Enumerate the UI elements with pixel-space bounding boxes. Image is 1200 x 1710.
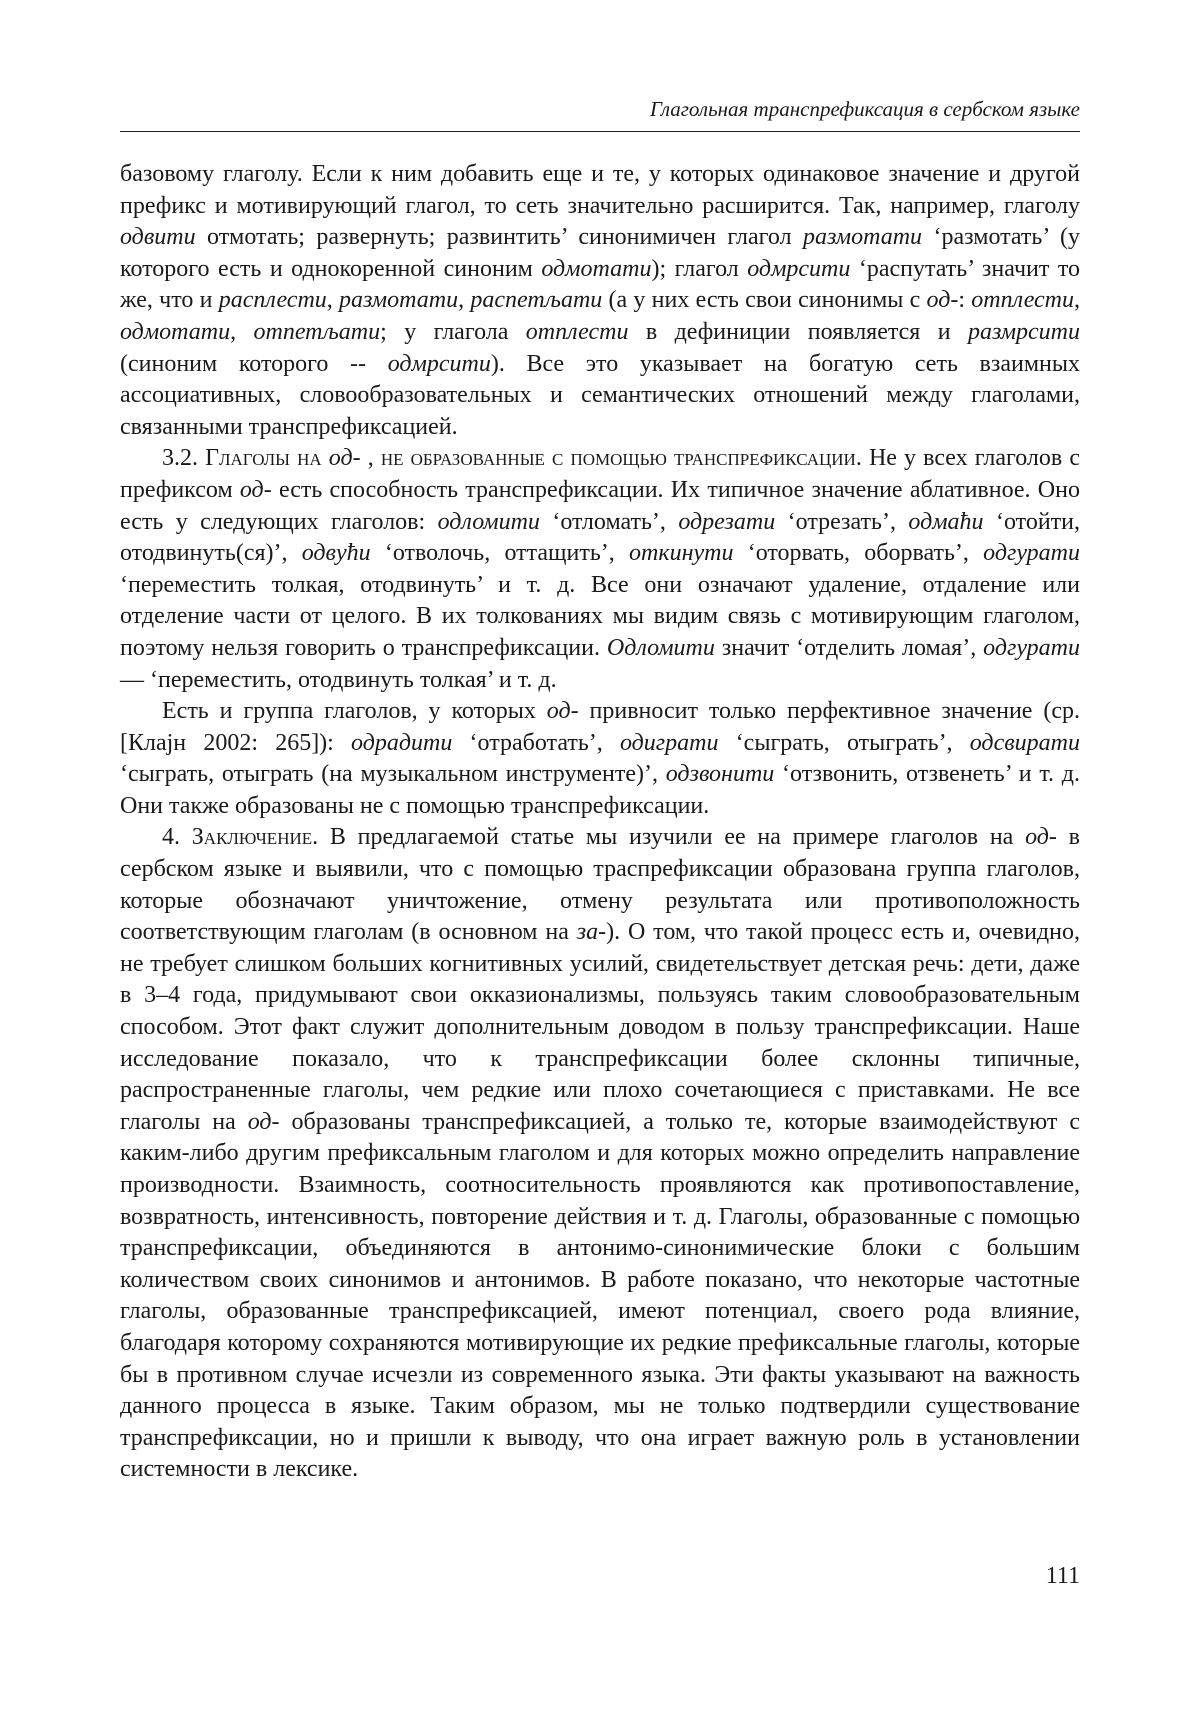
text-run: базовому глаголу. Если к ним добавить еще и те, у которых одинаковое значение и другой префикс и мотивирующий глагол, то сеть значительно расширится. Так, например, глаголу <box>120 161 1080 219</box>
text-run: в сербском языке и выявили, что с помощью траспрефиксации образована группа глаголов, которые обозначают уничтожение, отмену результата или противоположность соответствующим глаголам (в основном на <box>120 824 1080 946</box>
page-number: 111 <box>1045 1563 1080 1589</box>
italic-term: одмотати <box>120 318 231 345</box>
italic-term: размотати <box>339 287 459 314</box>
text-run: ‘сыграть, отыграть’, <box>718 729 970 756</box>
italic-term: одрадити <box>351 729 453 756</box>
text-run: есть способность транспрефиксации. Их типичное значение аблативное. Оно есть у следующих глаголов: <box>120 476 1080 535</box>
text-run: ‘отрезать’, <box>775 508 909 535</box>
text-run: 3.2. <box>162 445 206 472</box>
text-run: ). О том, что такой процесс есть и, очевидно, не требует слишком больших когнитивных усилий, свидетельствует детская речь: дети, даже в 3–4 года, придумывают свои окказионализмы, пользуясь таким словообразовательным способом. Этот факт служит дополнительным доводом в пользу транспрефиксации. Наше исследование показало, что к транспрефиксации более склонны типичные, распространенные глаголы, чем редкие или плохо сочетающиеся с приставками. Не все глаголы на <box>120 919 1080 1135</box>
italic-term: од- <box>247 1108 280 1135</box>
text-run: , <box>1074 287 1081 314</box>
text-run: ‘отволочь, оттащить’, <box>370 540 630 567</box>
italic-term: од- <box>1025 824 1057 851</box>
text-run: ). Все это указывает на богатую сеть взаимных ассоциативных, словообразовательных и семантических отношений между глаголами, связанными транспрефиксацией. <box>120 350 1081 440</box>
italic-term: одгурати <box>983 634 1080 661</box>
italic-term: од- <box>239 476 272 503</box>
section-heading-run: Глаголы на <box>205 445 329 472</box>
text-run: ‘отработать’, <box>452 729 620 756</box>
italic-term: одмаћи <box>908 508 984 535</box>
text-run: , <box>326 287 340 314</box>
text-run: образованы транспрефиксацией, а только те, которые взаимодействуют с каким-либо другим префиксальным глаголом и для которых можно определить направление производности. Взаимность, соотносительность проявляются как противопоставление, возвратность, интенсивность, повторение действия и т. д. Глаголы, образованные с помощью транспрефиксации, объединяются в антонимо-синонимические блоки с большим количеством своих синонимов и антонимов. В работе показано, что некоторые частотные глаголы, образованные транспрефиксацией, имеют потенциал, своего рода влияние, благодаря которому сохраняются мотивирующие их редкие префиксальные глаголы, которые бы в противном случае исчезли из современного языка. Эти факты указывают на важность данного процесса в языке. Таким образом, мы не только подтвердили существование транспрефиксации, но и пришли к выводу, что она играет важную роль в установлении системности в лексике. <box>120 1108 1080 1483</box>
text-run: — ‘переместить, отодвинуть толкая’ и т. д. <box>120 666 557 693</box>
text-run: ‘отойти, отодвинуть(ся)’, <box>120 508 1080 567</box>
italic-term: одиграти <box>619 729 719 756</box>
italic-term: размрсити <box>967 318 1081 345</box>
text-run: ‘распутать’ значит то же, что и <box>120 255 1081 314</box>
italic-term: размотати <box>802 224 923 251</box>
italic-term: за- <box>576 919 607 946</box>
text-run: Есть и группа глаголов, у которых <box>162 698 547 725</box>
text-run: ; у глагола <box>380 318 526 345</box>
italic-term: од- <box>926 287 959 314</box>
running-head-title: Глагольная транспрефиксация в сербском языке <box>650 97 1080 121</box>
italic-term: одмотати <box>541 255 652 282</box>
text-run: ); глагол <box>651 255 748 282</box>
italic-term: одломити <box>437 508 540 535</box>
text-run: , <box>230 318 254 345</box>
italic-term: расплести <box>218 287 327 314</box>
text-run: ‘размотать’ (у которого есть и однокоренной синоним <box>120 224 1081 282</box>
text-run: : <box>958 287 972 314</box>
paragraph <box>120 443 1080 696</box>
text-run: (а у них есть свои синонимы с <box>602 287 927 314</box>
text-run: , <box>458 287 471 314</box>
paragraph <box>120 159 1080 443</box>
text-run: 4. <box>162 824 192 851</box>
italic-term: одзвонити <box>665 761 775 788</box>
italic-term: одгурати <box>983 540 1081 567</box>
text-run: отмотать; развернуть; развинтить’ синонимичен глагол <box>195 224 803 251</box>
text-run: привносит только перфективное значение (ср. [Клајн 2002: 265]): <box>120 698 1080 756</box>
text-run: ‘оторвать, оборвать’, <box>733 540 984 567</box>
text-run: ‘переместить толкая, отодвинуть’ и т. д. Все они означают удаление, отдаление или отделение части от целого. В их толкованиях мы видим связь с мотивирующим глаголом, поэтому нельзя говорить о транспрефиксации. <box>120 571 1080 661</box>
text-run: . Не у всех глаголов с префиксом <box>120 445 1081 503</box>
italic-term: отплести <box>971 287 1075 314</box>
italic-term: одвити <box>120 224 196 251</box>
italic-term: од- <box>546 698 579 725</box>
italic-term: распетљати <box>470 287 603 314</box>
italic-term: отпетљати <box>253 318 381 345</box>
italic-term: одрезати <box>678 508 776 535</box>
text-run: в дефиниции появляется и <box>628 318 968 345</box>
italic-term: одсвирати <box>969 729 1080 756</box>
text-run: значит ‘отделить ломая’, <box>714 634 984 661</box>
italic-term: одмрсити <box>387 350 491 377</box>
italic-term: отплести <box>525 318 629 345</box>
text-run: ‘отломать’, <box>539 508 679 535</box>
body-text <box>120 159 1080 1486</box>
italic-term: од- <box>328 445 361 472</box>
text-run: ‘отзвонить, отзвенеть’ и т. д. Они также образованы не с помощью транспрефиксации. <box>120 761 1080 819</box>
section-heading-run: , не образованные с помощью транспрефиксации <box>360 445 856 472</box>
text-run: . В предлагаемой статье мы изучили ее на примере глаголов на <box>312 824 1026 851</box>
section-heading-run: Заключение <box>191 824 313 851</box>
header-rule <box>120 131 1080 132</box>
italic-term: одмрсити <box>747 255 851 282</box>
paragraph <box>120 822 1080 1485</box>
paragraph <box>120 696 1080 822</box>
text-run: ‘сыграть, отыграть (на музыкальном инструменте)’, <box>120 761 666 788</box>
italic-term: откинути <box>629 540 734 567</box>
text-run: (синоним которого -- <box>120 350 388 377</box>
italic-term: одвући <box>301 540 371 567</box>
italic-term: Одломити <box>606 634 715 661</box>
